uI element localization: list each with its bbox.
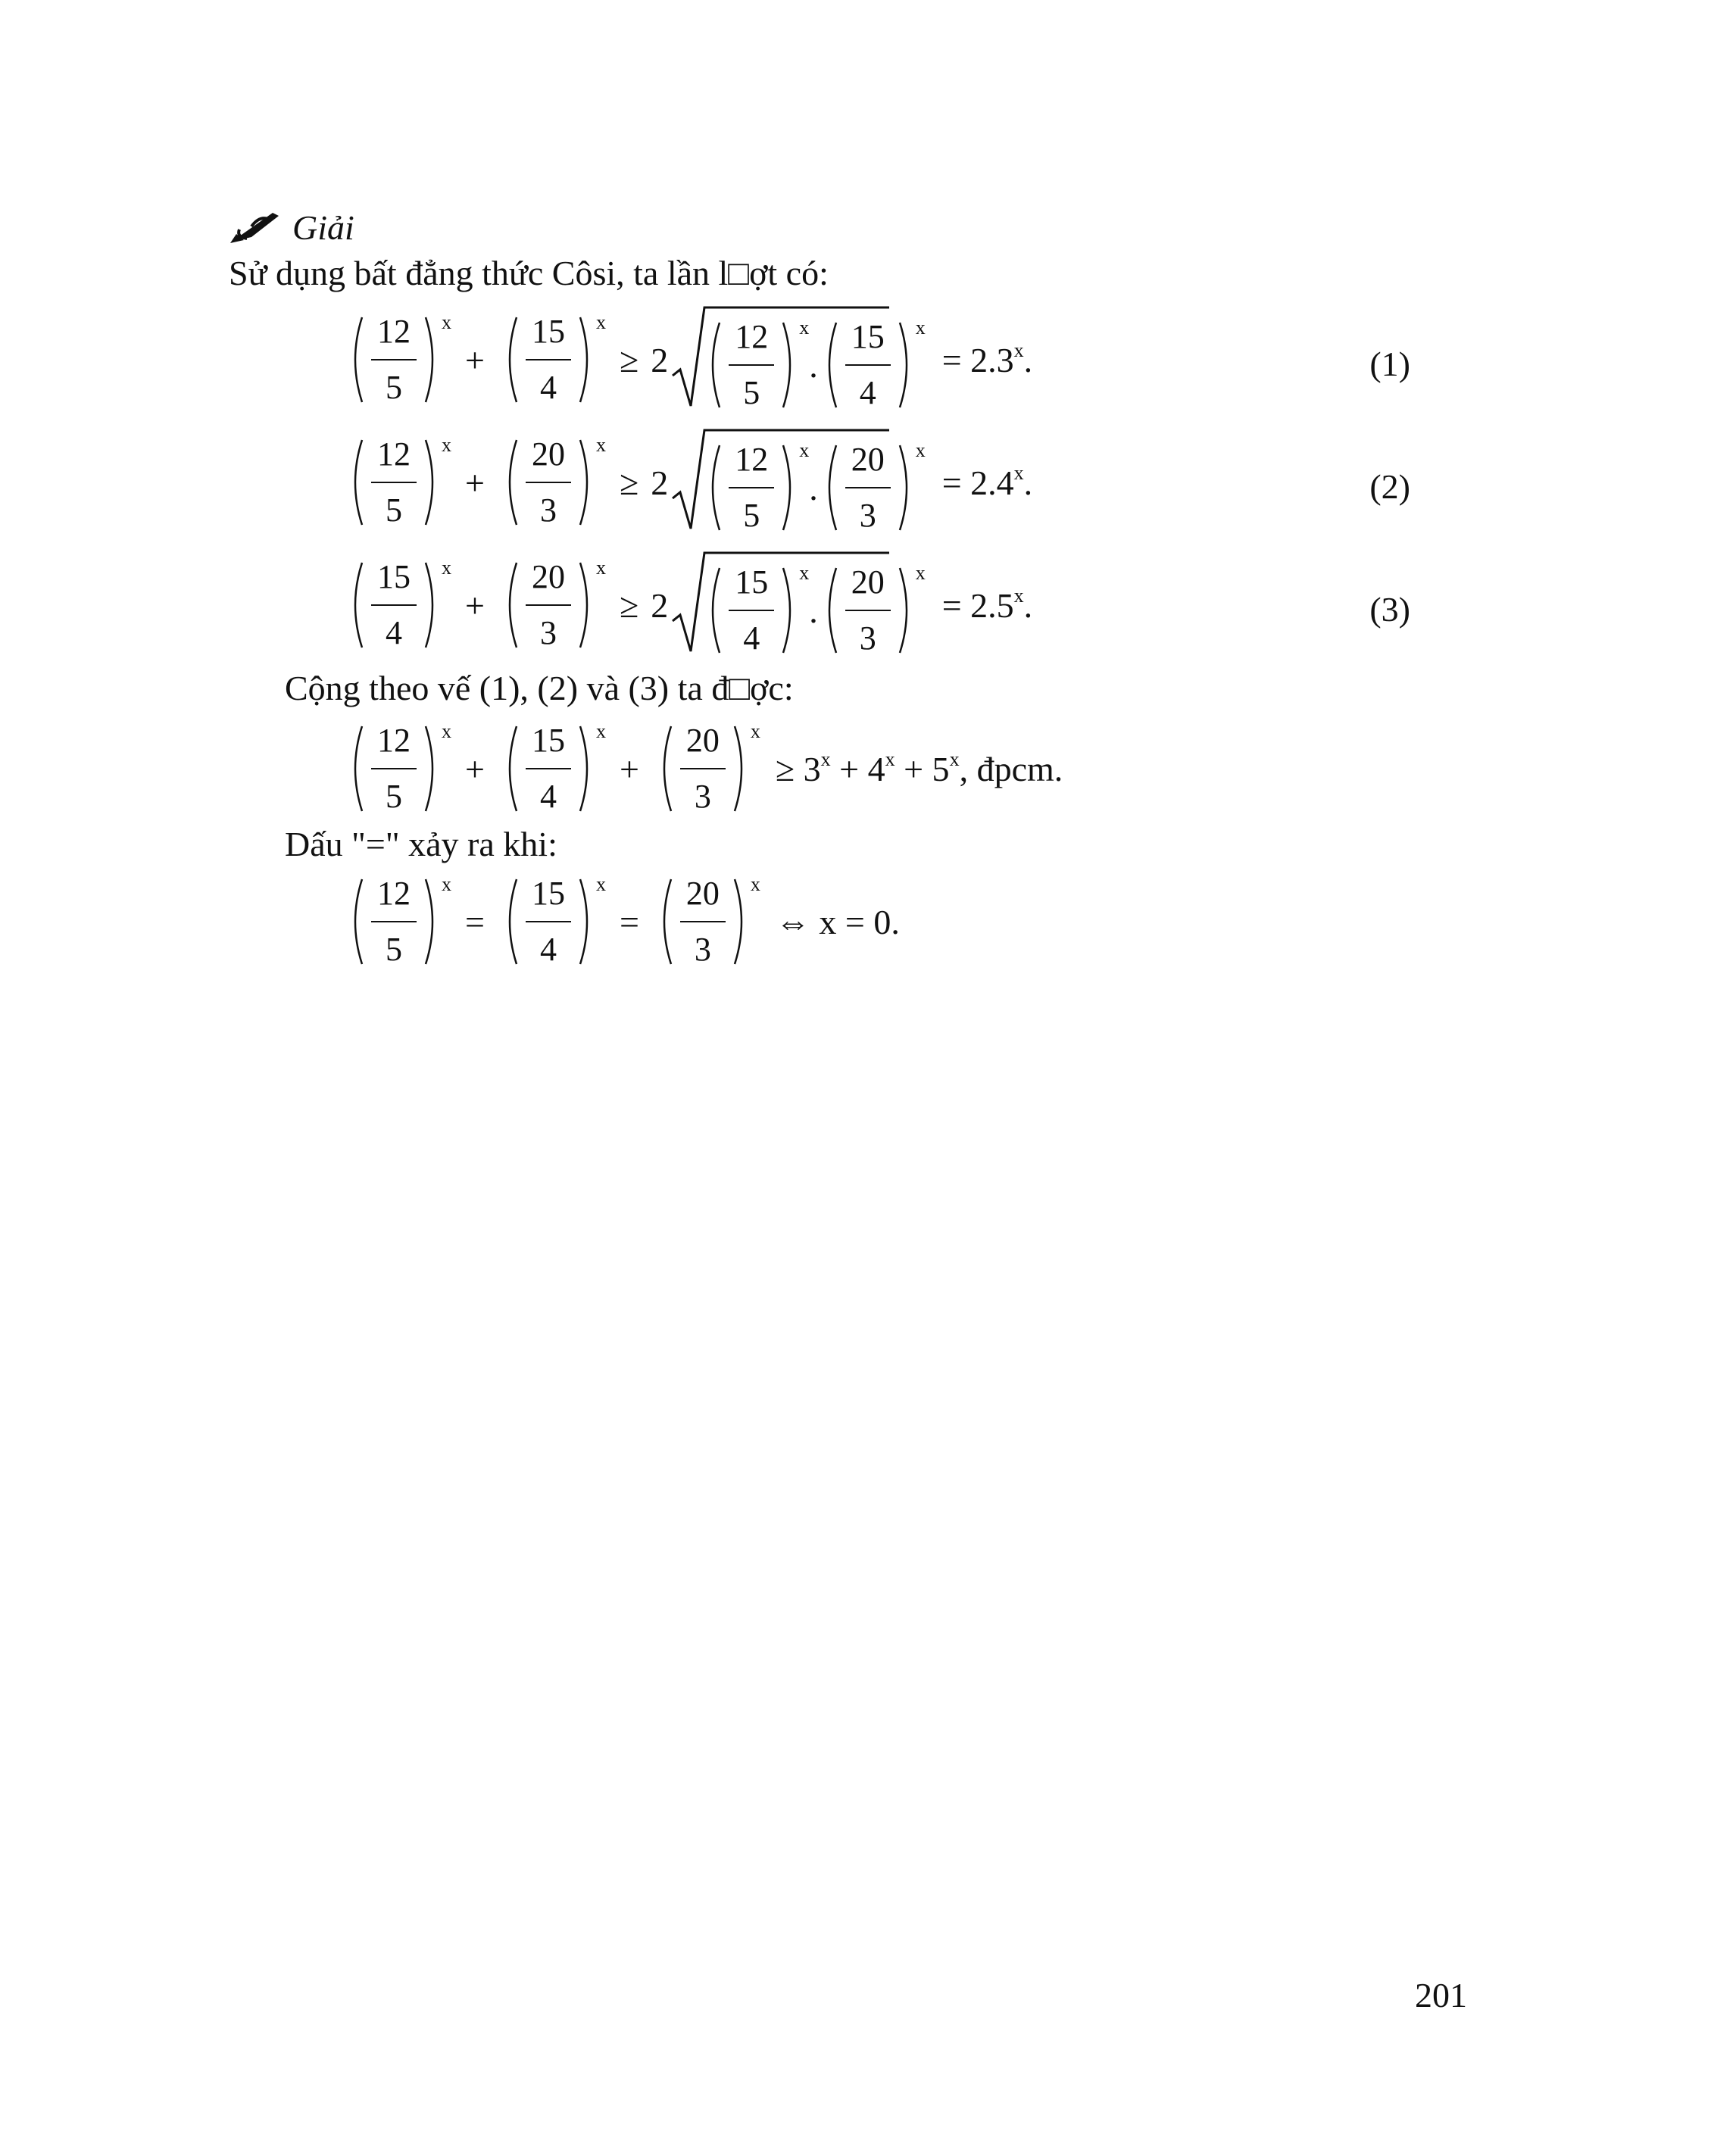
intro-text: Sử dụng bất đẳng thức Côsi, ta lần l□ợt có: xyxy=(229,254,829,292)
equation-number-1: (1) xyxy=(1369,345,1410,383)
sqrt-2: $\frac{12}{5}$ x . $\frac{20}{3}$ x xyxy=(671,432,923,533)
sum-equation: $\frac{12}{5}$ x + $\frac{15}{4}$ x + $\frac{20}{3}$ x ≥ $3^x + 4^x + 5^x$, đpcm. xyxy=(347,719,1063,818)
term-a: $\frac{12}{5}$ x xyxy=(347,314,441,405)
equation-number-2: (2) xyxy=(1369,467,1410,506)
equation-number-3: (3) xyxy=(1369,590,1410,629)
page-number: 201 xyxy=(1415,1976,1467,2014)
sqrt-1: $\frac{12}{5}$ x . $\frac{15}{4}$ x xyxy=(671,309,923,410)
heading-label: Giải xyxy=(292,208,354,247)
sqrt-3: $\frac{15}{4}$ x . $\frac{20}{3}$ x xyxy=(671,554,923,656)
sum-intro-text: Cộng theo vế (1), (2) và (3) ta đ□ợc: xyxy=(285,669,794,707)
equality-intro-text: Dấu "=" xảy ra khi: xyxy=(285,825,557,863)
writing-hand-icon xyxy=(229,211,282,245)
equation-2: $\frac{12}{5}$ x + $\frac{20}{3}$ x ≥ 2 $\frac{12}{5}$ x . $\frac{20}{3}$ x = $2.4^x$. xyxy=(347,433,1032,532)
equality-equation: $\frac{12}{5}$ x = $\frac{15}{4}$ x = $\frac{20}{3}$ x ⇔ x = 0. xyxy=(347,872,900,971)
equation-3: $\frac{15}{4}$ x + $\frac{20}{3}$ x ≥ 2 $\frac{15}{4}$ x . $\frac{20}{3}$ x = $2.5^x$. xyxy=(347,556,1032,654)
equation-1: $\frac{12}{5}$ x + $\frac{15}{4}$ x ≥ 2 $\frac{12}{5}$ x . $\frac{15}{4}$ x = $2.3^x$. xyxy=(347,311,1032,409)
term-b: $\frac{15}{4}$ x xyxy=(501,314,595,405)
solution-heading xyxy=(229,208,354,248)
